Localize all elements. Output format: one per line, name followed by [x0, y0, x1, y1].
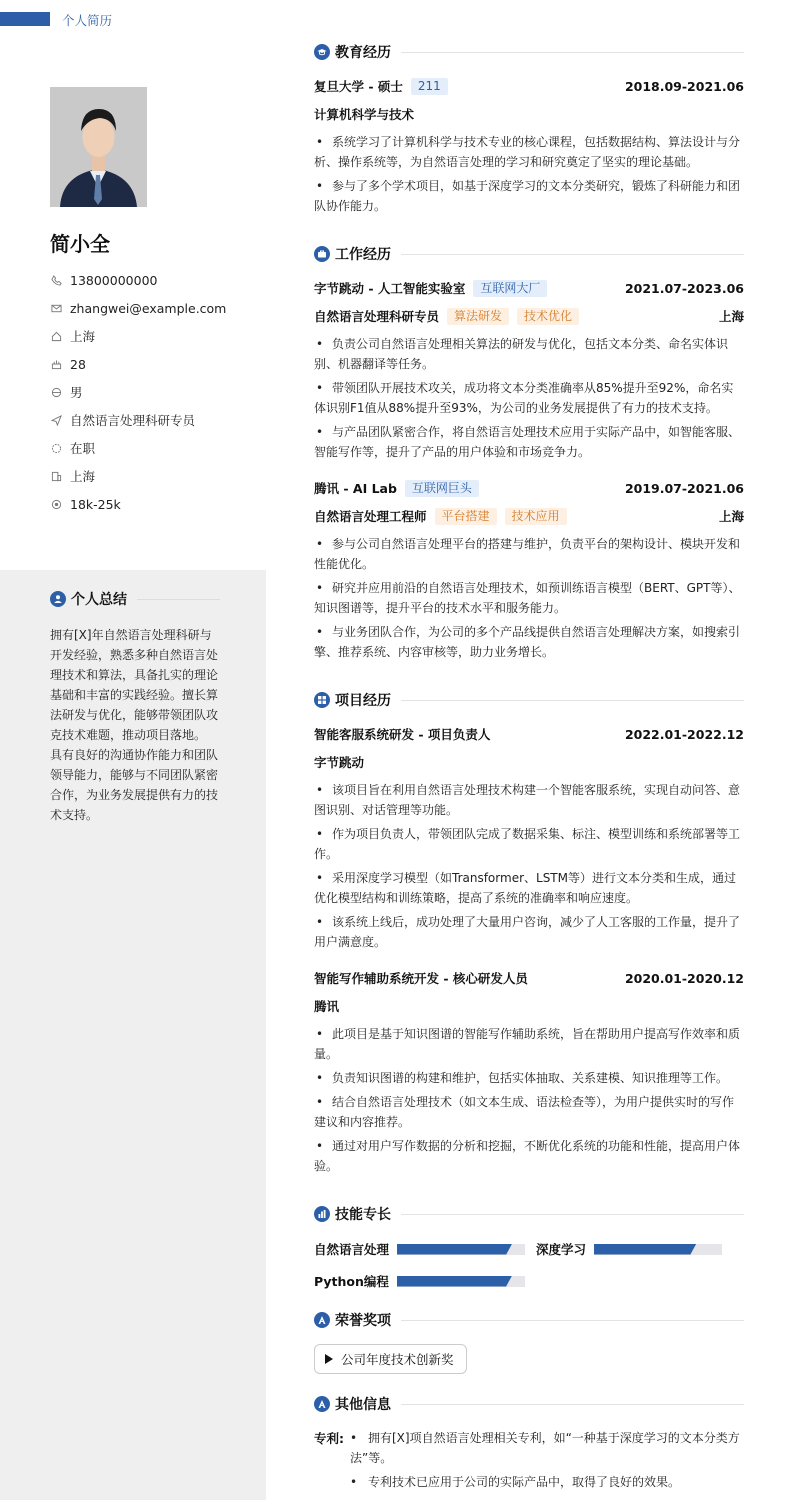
- skill-level-fill: [594, 1244, 696, 1255]
- job-city: 上海: [718, 509, 744, 524]
- cake-icon: [50, 358, 62, 370]
- skill-item: [314, 1240, 525, 1258]
- list-item: • 该系统上线后，成功处理了大量用户咨询，减少了人工客服的工作量，提升了用户满意度。: [314, 912, 744, 952]
- award-label: 公司年度技术创新奖: [341, 1352, 454, 1367]
- info-location: 上海: [50, 322, 260, 350]
- skill-level-fill: [397, 1276, 512, 1287]
- work-heading: 工作经历: [314, 244, 744, 264]
- education-bullets: [314, 132, 744, 220]
- grid-icon: [314, 692, 330, 708]
- job-role-row: [314, 307, 744, 325]
- project-name: 智能客服系统研发 - 项目负责人: [314, 727, 491, 742]
- divider: [401, 1404, 744, 1405]
- job-role-row: [314, 507, 744, 525]
- contact-info-list: [50, 266, 260, 518]
- project-org: 字节跳动: [314, 755, 365, 770]
- project-org-row: [314, 997, 744, 1015]
- list-item: • 参与公司自然语言处理平台的搭建与维护，负责平台的架构设计、模块开发和性能优化。: [314, 534, 744, 574]
- list-item: • 负责知识图谱的构建和维护，包括实体抽取、关系建模、知识推理等工作。: [314, 1068, 744, 1088]
- info-icon: [314, 1396, 330, 1412]
- profile-photo: [50, 87, 147, 207]
- job-bullets: [314, 534, 744, 666]
- divider: [401, 1320, 744, 1321]
- skills-heading: 技能专长: [314, 1204, 744, 1224]
- job-role: 自然语言处理工程师: [314, 509, 427, 524]
- skill-item: [314, 1272, 525, 1290]
- role-tag: 技术应用: [505, 508, 567, 525]
- patent-label: 专利:: [314, 1431, 344, 1446]
- role-tag: 算法研发: [447, 308, 509, 325]
- header-label: 个人简历: [62, 13, 113, 28]
- project-bullets: [314, 780, 744, 956]
- list-item: • 该项目旨在利用自然语言处理技术构建一个智能客服系统，实现自动问答、意图识别、对话管理等功能。: [314, 780, 744, 820]
- summary-heading: 个人总结: [50, 589, 220, 609]
- bar-chart-icon: [314, 1206, 330, 1222]
- company-tag: 互联网大厂: [473, 280, 547, 297]
- list-item: • 带领团队开展技术攻关，成功将文本分类准确率从85%提升至92%，命名实体识别F1值从88%提升至93%，为公司的业务发展提供了有力的技术支持。: [314, 378, 744, 418]
- other-heading: 其他信息: [314, 1394, 744, 1414]
- award-icon: [314, 1312, 330, 1328]
- job-company-row: [314, 479, 744, 497]
- role-tag: 技术优化: [517, 308, 579, 325]
- company-name: 字节跳动 - 人工智能实验室: [314, 281, 466, 296]
- skill-name: 深度学习: [536, 1242, 587, 1257]
- skill-name: Python编程: [314, 1274, 389, 1289]
- briefcase-icon: [314, 246, 330, 262]
- phone-icon: [50, 274, 62, 286]
- job-period: 2019.07-2021.06: [624, 480, 744, 496]
- home-icon: [50, 330, 62, 342]
- divider: [401, 52, 744, 53]
- education-period: 2018.09-2021.06: [624, 78, 744, 94]
- info-status: 在职: [50, 434, 260, 462]
- project-bullets: [314, 1024, 744, 1180]
- company-tag: 互联网巨头: [405, 480, 479, 497]
- building-icon: [50, 470, 62, 482]
- project-org-row: [314, 753, 744, 771]
- status-icon: [50, 442, 62, 454]
- project-org: 腾讯: [314, 999, 340, 1014]
- skill-level-bar: [397, 1244, 525, 1255]
- list-item: • 专利技术已应用于公司的实际产品中，取得了良好的效果。: [350, 1472, 744, 1492]
- list-item: • 研究并应用前沿的自然语言处理技术，如预训练语言模型（BERT、GPT等）、知识图谱等，提升平台的技术水平和服务能力。: [314, 578, 744, 618]
- list-item: • 结合自然语言处理技术（如文本生成、语法检查等），为用户提供实时的写作建议和内容推荐。: [314, 1092, 744, 1132]
- info-position: 自然语言处理科研专员: [50, 406, 260, 434]
- mail-icon: [50, 302, 62, 314]
- list-item: • 通过对用户写作数据的分析和挖掘，不断优化系统的功能和性能，提高用户体验。: [314, 1136, 744, 1176]
- education-row: [314, 77, 744, 95]
- skill-level-bar: [397, 1276, 525, 1287]
- info-city: 上海: [50, 462, 260, 490]
- job-role: 自然语言处理科研专员: [314, 309, 440, 324]
- list-item: • 此项目是基于知识图谱的智能写作辅助系统，旨在帮助用户提高写作效率和质量。: [314, 1024, 744, 1064]
- info-gender: 男: [50, 378, 260, 406]
- awards-heading: 荣誉奖项: [314, 1310, 744, 1330]
- divider: [137, 599, 220, 600]
- patent-list: [350, 1428, 744, 1496]
- skill-name: 自然语言处理: [314, 1242, 390, 1257]
- send-icon: [50, 414, 62, 426]
- skill-level-fill: [397, 1244, 512, 1255]
- info-salary: 18k-25k: [50, 490, 260, 518]
- project-row: [314, 725, 744, 743]
- job-period: 2021.07-2023.06: [624, 280, 744, 296]
- summary-text: 拥有[X]年自然语言处理科研与开发经验，熟悉多种自然语言处理技术和算法，具备扎实的理论基础和丰富的实践经验。擅长算法研发与优化，能够带领团队攻克技术难题，推动项目落地。 具有良好的沟通协作能力和团队领导能力，能够与不同团队紧密合作，为业务发展提供有力的技术支持。: [50, 628, 219, 822]
- school-tag: 211: [411, 78, 448, 95]
- job-bullets: [314, 334, 744, 466]
- gender-icon: [50, 386, 62, 398]
- salary-icon: [50, 498, 62, 510]
- list-item: • 作为项目负责人，带领团队完成了数据采集、标注、模型训练和系统部署等工作。: [314, 824, 744, 864]
- job-company-row: [314, 279, 744, 297]
- project-name: 智能写作辅助系统开发 - 核心研发人员: [314, 971, 528, 986]
- project-period: 2020.01-2020.12: [624, 970, 744, 986]
- divider: [401, 1214, 744, 1215]
- skill-item: [536, 1240, 722, 1258]
- project-period: 2022.01-2022.12: [624, 726, 744, 742]
- company-name: 腾讯 - AI Lab: [314, 481, 397, 496]
- major: 计算机科学与技术: [314, 107, 415, 122]
- school-name: 复旦大学 - 硕士: [314, 79, 403, 94]
- award-item-button[interactable]: [314, 1344, 467, 1374]
- graduation-cap-icon: [314, 44, 330, 60]
- list-item: • 负责公司自然语言处理相关算法的研发与优化，包括文本分类、命名实体识别、机器翻译等任务。: [314, 334, 744, 374]
- project-row: [314, 969, 744, 987]
- info-age: 28: [50, 350, 260, 378]
- play-icon: [325, 1354, 333, 1364]
- info-email: zhangwei@example.com: [50, 294, 260, 322]
- role-tag: 平台搭建: [435, 508, 497, 525]
- projects-heading: 项目经历: [314, 690, 744, 710]
- education-heading: 教育经历: [314, 42, 744, 62]
- major-row: [314, 105, 744, 123]
- list-item: • 参与了多个学术项目，如基于深度学习的文本分类研究，锻炼了科研能力和团队协作能力。: [314, 176, 744, 216]
- job-city: 上海: [718, 309, 744, 324]
- divider: [401, 700, 744, 701]
- user-icon: [50, 591, 66, 607]
- profile-name: 简小全: [50, 232, 110, 256]
- skill-level-bar: [594, 1244, 722, 1255]
- info-phone: 13800000000: [50, 266, 260, 294]
- divider: [401, 254, 744, 255]
- list-item: • 与产品团队紧密合作，将自然语言处理技术应用于实际产品中，如智能客服、智能写作等，提升了产品的用户体验和市场竞争力。: [314, 422, 744, 462]
- list-item: • 与业务团队合作，为公司的多个产品线提供自然语言处理解决方案，如搜索引擎、推荐系统、内容审核等，助力业务增长。: [314, 622, 744, 662]
- list-item: • 采用深度学习模型（如Transformer、LSTM等）进行文本分类和生成，通过优化模型结构和训练策略，提高了系统的准确率和响应速度。: [314, 868, 744, 908]
- list-item: • 系统学习了计算机科学与技术专业的核心课程，包括数据结构、算法设计与分析、操作系统等，为自然语言处理的学习和研究奠定了坚实的理论基础。: [314, 132, 744, 172]
- list-item: • 拥有[X]项自然语言处理相关专利，如“一种基于深度学习的文本分类方法”等。: [350, 1428, 744, 1468]
